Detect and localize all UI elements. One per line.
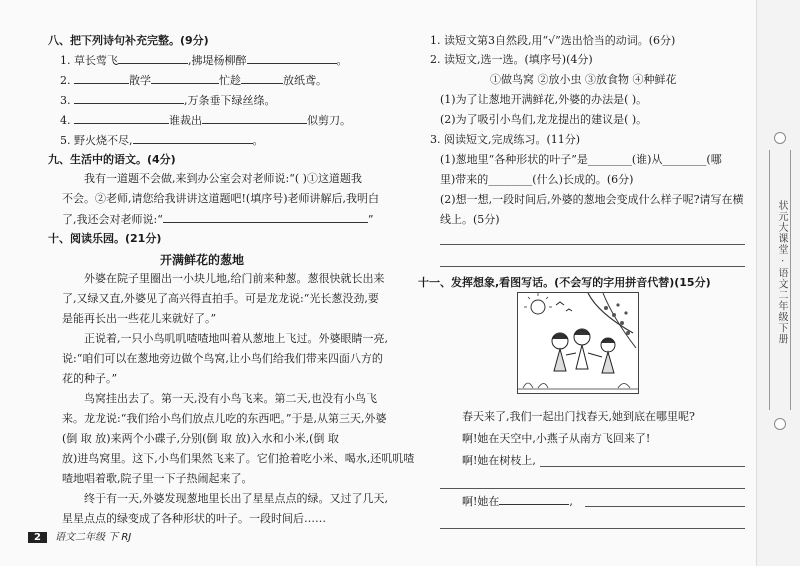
item-number: 5. xyxy=(60,134,71,147)
footer-text: 语文二年级 下 RJ xyxy=(54,532,132,543)
section-10-heading: 十、阅读乐园。(21分) xyxy=(48,232,162,245)
poem-item-4 xyxy=(60,113,351,128)
answer-blank[interactable] xyxy=(133,133,253,144)
item-text: 野火烧不尽, xyxy=(74,134,133,147)
page-footer xyxy=(28,528,131,543)
reading-line: 了,又绿又直,外婆见了高兴得直拍手。可是龙龙说:“光长葱没劲,要 xyxy=(62,292,379,305)
reading-line: 花的种子。” xyxy=(62,372,118,385)
answer-line[interactable] xyxy=(540,466,745,467)
answer-line[interactable] xyxy=(440,488,745,489)
section-9-line: 我有一道题不会做,来到办公室会对老师说:“( )①这道题我 xyxy=(84,172,362,185)
reading-line: 喳地唱着歌,院子里一下子热闹起来了。 xyxy=(62,472,253,485)
answer-blank[interactable] xyxy=(74,113,169,124)
section-8-heading: 八、把下列诗句补充完整。(9分) xyxy=(48,34,209,47)
reading-line: 来。龙龙说:“我们给小鸟们放点儿吃的东西吧。”于是,从第三天,外婆 xyxy=(62,412,387,425)
binding-hole xyxy=(774,418,786,430)
section-9-text: 了,我还会对老师说:“ xyxy=(62,213,163,226)
item-number: 2. xyxy=(60,74,71,87)
section-9-text: ” xyxy=(367,213,374,226)
answer-line[interactable] xyxy=(440,528,745,529)
writing-prompt-2: 啊!她在天空中,小燕子从南方飞回来了! xyxy=(462,432,651,445)
answer-blank[interactable] xyxy=(499,494,569,505)
answer-line[interactable] xyxy=(440,266,745,267)
children-spring-illustration xyxy=(518,293,638,393)
reading-line: 是能再长出一些花儿来就好了。” xyxy=(62,312,217,325)
reading-title: 开满鲜花的葱地 xyxy=(160,253,245,267)
spine-title: 状元大课堂 · 语文二年级下册 xyxy=(776,200,787,345)
reading-line: 外婆在院子里圈出一小块儿地,给门前来种葱。葱很快就长出来 xyxy=(84,272,385,285)
question-3-1: (1)葱地里“各种形状的叶子”是________(谁)从________(哪 xyxy=(440,153,722,166)
poem-item-5 xyxy=(60,133,264,148)
item-text: 忙趁 xyxy=(219,74,241,87)
item-text: ,万条垂下绿丝绦。 xyxy=(184,94,276,107)
item-text: 。 xyxy=(252,134,264,147)
question-1: 1. 读短文第3自然段,用“√”选出恰当的动词。(6分) xyxy=(430,34,676,47)
reading-line: 正说着,一只小鸟叽叽喳喳地叫着从葱地上飞过。外婆眼睛一亮, xyxy=(84,332,388,345)
prompt-text: 啊!她在 xyxy=(462,495,500,508)
writing-prompt-1: 春天来了,我们一起出门找春天,她到底在哪里呢? xyxy=(462,410,695,423)
reading-line: 鸟窝挂出去了。第一天,没有小鸟飞来。第二天,也没有小鸟飞 xyxy=(84,392,377,405)
section-9-heading: 九、生活中的语文。(4分) xyxy=(48,153,176,166)
writing-prompt-4 xyxy=(462,494,573,509)
answer-blank[interactable] xyxy=(74,93,184,104)
item-number: 3. xyxy=(60,94,71,107)
poem-item-1 xyxy=(60,53,348,68)
section-11-heading: 十一、发挥想象,看图写话。(不会写的字用拼音代替)(15分) xyxy=(418,276,711,289)
question-3-2-cont: 线上。(5分) xyxy=(440,213,500,226)
answer-blank[interactable] xyxy=(247,53,337,64)
item-number: 1. xyxy=(60,54,71,67)
question-3: 3. 阅读短文,完成练习。(11分) xyxy=(430,133,581,146)
item-text: 散学 xyxy=(129,74,151,87)
question-2-2: (2)为了吸引小鸟们,龙龙提出的建议是( )。 xyxy=(440,113,648,126)
item-text: 草长莺飞 xyxy=(74,54,118,67)
section-9-line: 不会。②老师,请您给我讲讲这道题吧!(填序号)老师讲解后,我明白 xyxy=(62,192,379,205)
question-3-1-cont: 里)带来的________(什么)长成的。(6分) xyxy=(440,173,634,186)
writing-prompt-3: 啊!她在树枝上, xyxy=(462,454,536,467)
item-text: 放纸鸢。 xyxy=(283,74,327,87)
item-text: 。 xyxy=(336,54,348,67)
reading-line: 终于有一天,外婆发现葱地里长出了星星点点的绿。又过了几天, xyxy=(84,492,388,505)
question-2: 2. 读短文,选一选。(填序号)(4分) xyxy=(430,53,593,66)
binding-hole xyxy=(774,132,786,144)
answer-line[interactable] xyxy=(440,244,745,245)
item-text: 似剪刀。 xyxy=(307,114,351,127)
answer-blank[interactable] xyxy=(118,53,188,64)
answer-blank[interactable] xyxy=(74,73,129,84)
prompt-text: , xyxy=(569,495,573,508)
answer-line[interactable] xyxy=(585,506,745,507)
question-2-options: ①做鸟窝 ②放小虫 ③放食物 ④种鲜花 xyxy=(490,73,677,86)
reading-line: 说:“咱们可以在葱地旁边做个鸟窝,让小鸟们给我们带来四面八方的 xyxy=(62,352,383,365)
section-9-line xyxy=(62,212,373,227)
question-2-1: (1)为了让葱地开满鲜花,外婆的办法是( )。 xyxy=(440,93,648,106)
answer-blank[interactable] xyxy=(151,73,219,84)
reading-line: 星星点点的绿变成了各种形状的叶子。一段时间后…… xyxy=(62,512,326,525)
answer-blank[interactable] xyxy=(241,73,283,84)
binding-spine xyxy=(756,0,800,566)
page-number: 2 xyxy=(28,532,47,543)
answer-blank[interactable] xyxy=(163,212,368,223)
item-text: ,拂堤杨柳醉 xyxy=(188,54,247,67)
spring-picture xyxy=(517,292,639,394)
item-text: 谁裁出 xyxy=(169,114,202,127)
poem-item-3 xyxy=(60,93,276,108)
reading-line: (倒 取 放)来两个小碟子,分别(倒 取 放)入水和小米,(倒 取 xyxy=(62,432,339,445)
answer-blank[interactable] xyxy=(202,113,307,124)
poem-item-2 xyxy=(60,73,327,88)
question-3-2: (2)想一想,一段时间后,外婆的葱地会变成什么样子呢?请写在横 xyxy=(440,193,744,206)
reading-line: 放)进鸟窝里。这下,小鸟们果然飞来了。它们抢着吃小米、喝水,还叽叽喳 xyxy=(62,452,415,465)
item-number: 4. xyxy=(60,114,71,127)
